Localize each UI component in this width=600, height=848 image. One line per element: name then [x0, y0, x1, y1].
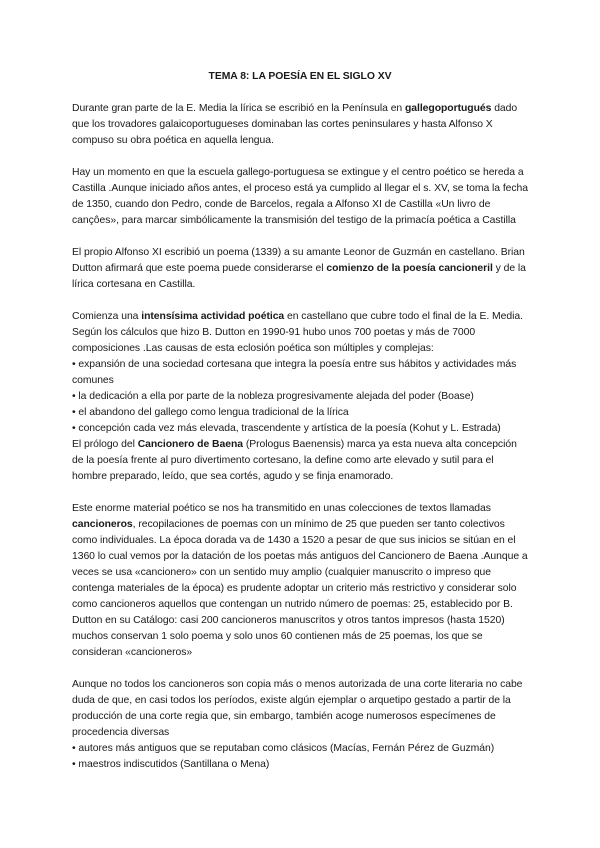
- paragraph-1-text-c: dado que los trovadores galaicoportugueses dominaban las cortes peninsulares y hasta Alfonso X compuso su obra poética en aquella lengua.: [72, 103, 518, 146]
- list-item: • expansión de una sociedad cortesana que integra la poesía entre sus hábitos y actividades más comunes: [72, 359, 517, 386]
- paragraph-3-text-c: y de la lírica cortesana en Castilla.: [72, 263, 526, 290]
- paragraph-6: [72, 501, 528, 661]
- paragraph-4: [72, 309, 528, 357]
- list-item: • la dedicación a ella por parte de la nobleza progresivamente alejada del poder (Boase): [72, 391, 474, 402]
- list-item: • maestros indiscutidos (Santillana o Mena): [72, 759, 270, 770]
- paragraph-4-bold: intensísima actividad poética: [141, 311, 285, 322]
- list-item: • autores más antiguos que se reputaban como clásicos (Macías, Fernán Pérez de Guzmán): [72, 743, 495, 754]
- paragraph-3: [72, 245, 528, 293]
- paragraph-6-text-c: , recopilaciones de poemas con un mínimo de 25 que pueden ser tanto colectivos como individuales. La época dorada va de 1430 a 1520 a pesar de que sus inicios se sitúan en el 1360 lo cual vemos por la datación de los poetas más antiguos del Cancionero de Baena .Aunque a veces se usa «cancionero» con un sentido muy amplio (cualquier manuscrito o impreso que contenga materiales de la época) es prudente adoptar un criterio más restrictivo y considerar solo como cancioneros aquellos que contengan un nutrido número de poemas: 25, establecido por B. Dutton en su Catálogo: casi 200 cancioneros manuscritos y otros tantos impresos (hasta 1520) muchos conservan 1 solo poema y solo unos 60 contienen más de 25 poemas, los que se consideran «cancioneros»: [72, 519, 528, 658]
- paragraph-2: Hay un momento en que la escuela gallego-portuguesa se extingue y el centro poético se hereda a Castilla .Aunque iniciado años antes, el proceso está ya cumplido al llegar el s. XV, se toma la fecha de 1350, cuando don Pedro, conde de Barcelos, regala a Alfonso XI de Castilla «Un livro de cançôes», para marcar simbólicamente la transmisión del testigo de la primacía poética a Castilla: [72, 167, 529, 226]
- spacer: [72, 149, 528, 165]
- list-item: • el abandono del gallego como lengua tradicional de la lírica: [72, 407, 349, 418]
- paragraph-4-text-c: en castellano que cubre todo el final de la E. Media. Según los cálculos que hizo B. Dutton en 1990-91 hubo unos 700 poetas y más de 7000 composiciones .Las causas de esta eclosión poética son múltiples y complejas:: [72, 311, 523, 354]
- paragraph-5-bold: Cancionero de Baena: [137, 439, 243, 450]
- spacer: [72, 485, 528, 501]
- spacer: [72, 661, 528, 677]
- paragraph-3-bold: comienzo de la poesía cancioneril: [326, 263, 493, 274]
- paragraph-5-text-a: El prólogo del: [72, 439, 138, 450]
- paragraph-5: [72, 437, 528, 485]
- paragraph-7: Aunque no todos los cancioneros son copia más o menos autorizada de una corte literaria no cabe duda de que, en casi todos los períodos, existe algún ejemplar o arquetipo gestado a partir de la producción de una corte regia que, sin embargo, también acoge numerosos especímenes de procedencia diversas: [72, 679, 523, 738]
- document-body: [72, 69, 528, 773]
- paragraph-1: [72, 101, 528, 149]
- list-item: • concepción cada vez más elevada, trascendente y artística de la poesía (Kohut y L. Estrada): [72, 423, 501, 434]
- paragraph-6-bold: cancioneros: [72, 519, 133, 530]
- paragraph-4-text-a: Comienza una: [72, 311, 142, 322]
- paragraph-3-text-a: El propio Alfonso XI escribió un poema (1339) a su amante Leonor de Guzmán en castellano. Brian Dutton afirmará que este poema puede considerarse el: [72, 247, 525, 274]
- spacer: [72, 229, 528, 245]
- paragraph-5-text-c: (Prologus Baenensis) marca ya esta nueva alta concepción de la poesía frente al puro divertimento cortesano, la define como arte elevado y sutil para el hombre preparado, leído, que sea cortés, agudo y se finja enamorado.: [72, 439, 517, 482]
- spacer: [72, 293, 528, 309]
- paragraph-1-bold: gallegoportugués: [404, 103, 492, 114]
- paragraph-1-text-a: Durante gran parte de la E. Media la lírica se escribió en la Península en: [72, 103, 405, 114]
- paragraph-6-text-a: Este enorme material poético se nos ha transmitido en unas colecciones de textos llamadas: [72, 503, 491, 514]
- page-title: TEMA 8: LA POESÍA EN EL SIGLO XV: [208, 71, 392, 82]
